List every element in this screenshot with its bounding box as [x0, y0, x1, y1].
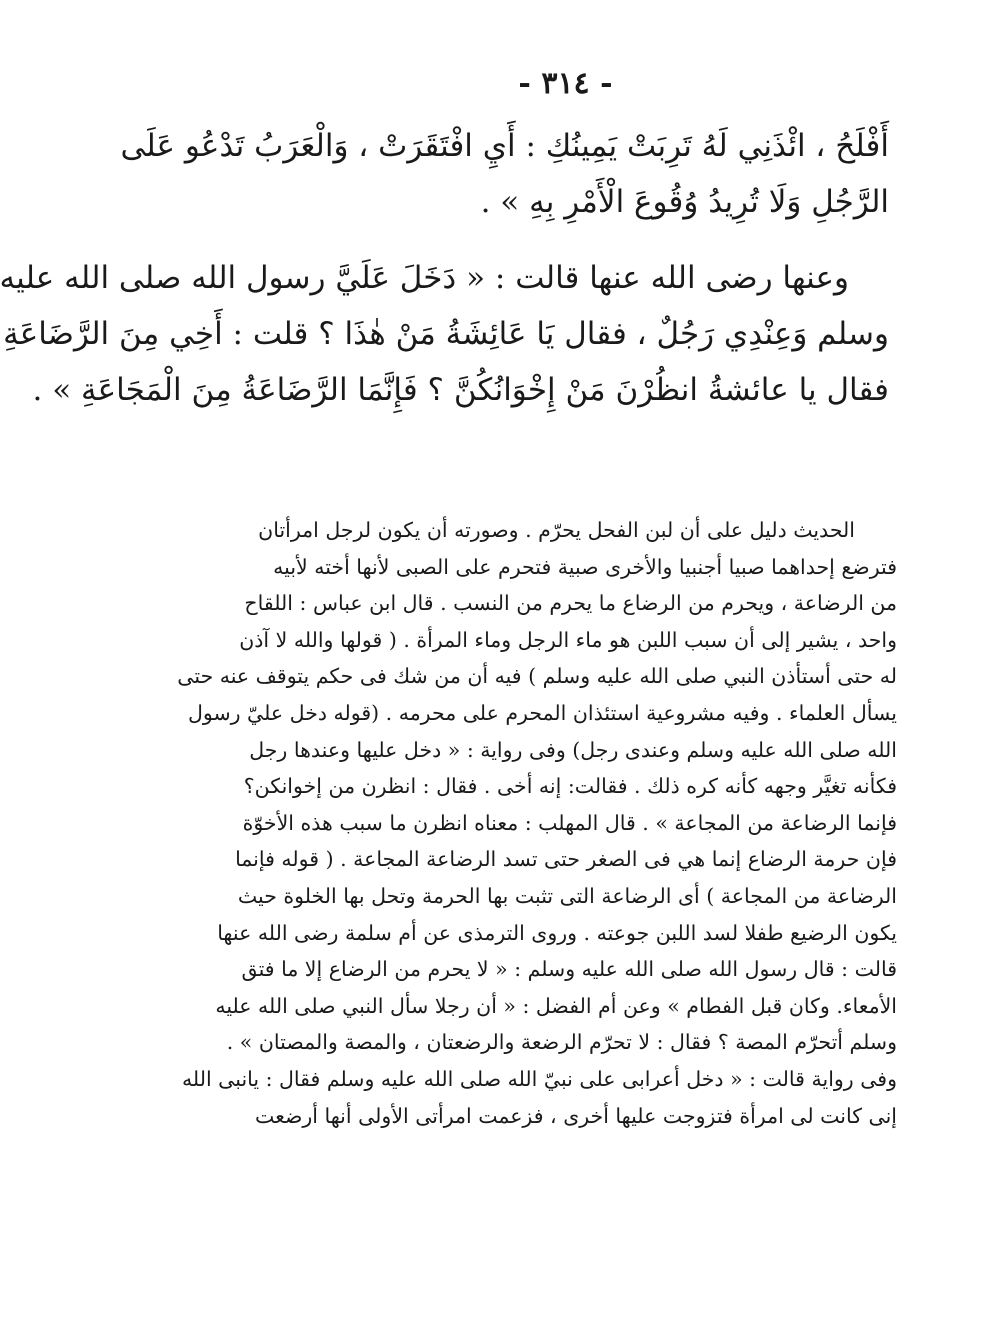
commentary-line: وسلم أتحرّم المصة ؟ فقال : لا تحرّم الرضعة والرضعتان ، والمصة والمصتان » .	[226, 1030, 897, 1055]
commentary-line: الحديث دليل على أن لبن الفحل يحرّم . وصورته أن يكون لرجل امرأتان	[258, 518, 855, 542]
commentary-line: وفى رواية قالت : « دخل أعرابى على نبيّ الله صلى الله عليه وسلم فقال : يانبى الله	[181, 1066, 897, 1091]
commentary-line: إنى كانت لى امرأة فتزوجت عليها أخرى ، فزعمت امرأتى الأولى أنها أرضعت	[254, 1103, 897, 1128]
hadith-line: فقال يا عائشةُ انظُرْنَ مَنْ إِخْوَانُكُنَّ ؟ فَإِنَّمَا الرَّضَاعَةُ مِنَ الْمَجَاعَةِ » .	[32, 372, 889, 408]
commentary-line: فترضع إحداهما صبيا أجنبيا والأخرى صبية فتحرم على الصبى لأنها أخته لأبيه	[273, 554, 897, 579]
commentary-line: فكأنه تغيَّر وجهه كأنه كره ذلك . فقالت: إنه أخى . فقال : انظرن من إخوانكن؟	[243, 774, 897, 799]
commentary-line: من الرضاعة ، ويحرم من الرضاع ما يحرم من النسب . قال ابن عباس : اللقاح	[244, 591, 897, 616]
page-number: - ٣١٤ -	[518, 66, 613, 101]
commentary-line: قالت : قال رسول الله صلى الله عليه وسلم : « لا يحرم من الرضاع إلا ما فتق	[241, 957, 897, 982]
commentary-line: فإن حرمة الرضاع إنما هي فى الصغر حتى تسد الرضاعة المجاعة . ( قوله فإنما	[235, 847, 897, 872]
hadith-paragraph-2	[0, 250, 889, 418]
commentary-line: الأمعاء. وكان قبل الفطام » وعن أم الفضل : « أن رجلا سأل النبي صلى الله عليه	[215, 993, 897, 1018]
hadith-line: أَفْلَحُ ، ائْذَنِي لَهُ تَرِبَتْ يَمِينُكِ : أَيِ افْتَقَرَتْ ، وَالْعَرَبُ تَدْعُو عَلَى	[120, 128, 889, 164]
hadith-text-block	[0, 118, 889, 418]
commentary-line: الرضاعة من المجاعة ) أى الرضاعة التى تثبت بها الحرمة وتحل بها الخلوة حيث	[237, 883, 897, 908]
commentary-line: الله صلى الله عليه وسلم وعندى رجل) وفى رواية : « دخل عليها وعندها رجل	[249, 737, 897, 762]
hadith-line: وعنها رضى الله عنها قالت : « دَخَلَ عَلَيَّ رسول الله صلى الله عليه	[0, 260, 849, 296]
commentary-line: له حتى أستأذن النبي صلى الله عليه وسلم ) فيه أن من شك فى حكم يتوقف عنه حتى	[177, 664, 897, 689]
commentary-line: يكون الرضيع طفلا لسد اللبن جوعته . وروى الترمذى عن أم سلمة رضى الله عنها	[217, 920, 897, 945]
commentary-line: واحد ، يشير إلى أن سبب اللبن هو ماء الرجل وماء المرأة . ( قولها والله لا آذن	[239, 627, 897, 652]
hadith-line: وسلم وَعِنْدِي رَجُلٌ ، فقال يَا عَائِشَةُ مَنْ هٰذَا ؟ قلت : أَخِي مِنَ الرَّضَاعَةِ	[3, 316, 889, 352]
commentary-line: يسأل العلماء . وفيه مشروعية استئذان المحرم على محرمه . (قوله دخل عليّ رسول	[187, 700, 897, 725]
commentary-line: فإنما الرضاعة من المجاعة » . قال المهلب : معناه انظرن ما سبب هذه الأخوّة	[242, 810, 897, 835]
commentary-block	[177, 512, 897, 1134]
hadith-line: الرَّجُلِ وَلَا تُرِيدُ وُقُوعَ الْأَمْرِ بِهِ » .	[480, 184, 889, 220]
hadith-paragraph-1	[120, 118, 889, 230]
